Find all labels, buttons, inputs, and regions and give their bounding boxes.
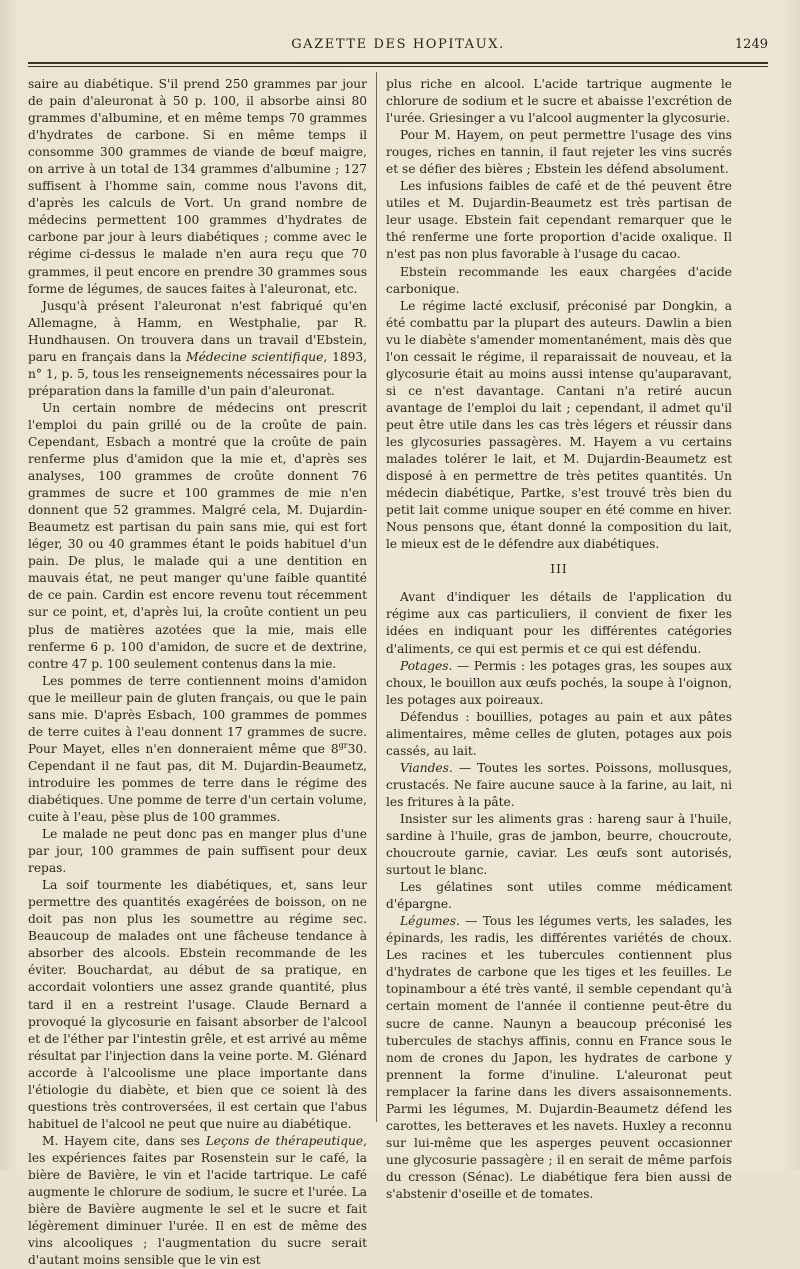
right-column — [386, 76, 732, 1203]
paragraph: Pour M. Hayem, on peut permettre l'usage des vins rouges, riches en tannin, il faut rejeter les vins sucrés et se défier des bières ; Ebstein les défend absolument. — [386, 128, 732, 177]
paragraph: Les infusions faibles de café et de thé peuvent être utiles et M. Dujardin-Beaumetz est très partisan de leur usage. Ebstein fait cependant remarquer que le thé renferme une forte proportion d'acide oxalique. Il n'est pas non plus favorable à l'usage du cacao. — [386, 179, 732, 262]
paragraph — [28, 1133, 367, 1269]
paragraph-text: , les expériences faites par Rosenstein sur le café, la bière de Bavière, le vin et l'acide tartrique. Le café augmente le chlorure de sodium, le sucre et l'urée. La bière de Bavière augmente le sel et le sucre et fait légèrement diminuer l'urée. Il en est de même des vins alcooliques ; l'augmentation du sucre serait d'autant moins sensible que le vin est — [28, 1133, 367, 1268]
paragraph: Un certain nombre de médecins ont prescrit l'emploi du pain grillé ou de la croûte de pain. Cependant, Esbach a montré que la croûte de pain renferme plus d'amidon que la mie et, d'après ses analyses, 100 grammes de croûte donnent 76 grammes de sucre et 100 grammes de mie n'en donnent que 52 grammes. Malgré cela, M. Dujardin-Beaumetz est partisan du pain sans mie, qui est fort léger, 30 ou 40 grammes étant le poids habituel d'un pain. De plus, le malade qui a une dentition en mauvais état, ne peut manger qu'une faible quantité de ce pain. Cardin est encore revenu tout récemment sur ce point, et, d'après lui, la croûte contient un peu plus de matières azotées que la mie, mais elle renferme 6 p. 100 d'amidon, de sucre et de dextrine, contre 47 p. 100 seulement contenus dans la mie. — [28, 400, 367, 671]
paragraph: Les gélatines sont utiles comme médicament d'épargne. — [386, 880, 732, 912]
paragraph — [386, 760, 732, 811]
paragraph-text: Jusqu'à présent l'aleuronat n'est fabriqué qu'en Allemagne, à Hamm, en Westphalie, par R. Hundhausen. On trouvera dans un travail d'Ebstein, paru en français dans la — [28, 298, 367, 364]
paragraph-text: — Toutes les sortes. Poissons, mollusques, crustacés. Ne faire aucune sauce à la farine, au lait, ni les fritures à la pâte. — [386, 760, 732, 809]
paragraph: Défendus : bouillies, potages au pain et aux pâtes alimentaires, même celles de gluten, potages aux pois cassés, au lait. — [386, 709, 732, 758]
page-header — [28, 36, 768, 56]
header-rule-thick — [28, 62, 768, 64]
paragraph-text: 30. Cependant il ne faut pas, dit M. Dujardin-Beaumetz, introduire les pommes de terre dans le régime des diabétiques. Une pomme de terre d'un certain volume, cuite à l'eau, pèse plus de 100 grammes. — [28, 741, 367, 825]
paragraph-text: — Tous les légumes verts, les salades, les épinards, les radis, les différentes variétés de choux. Les racines et les tubercules contiennent plus d'hydrates de carbone que les tiges et les feuilles. Le topinambour a été très vanté, il semble cependant qu'à certain moment de l'année il contienne peut-être du sucre de canne. Naunyn a beaucoup préconisé les tubercules de stachys affinis, connu en France sous le nom de crones du Japon, les hydrates de carbone y prennent la forme d'inuline. L'aleuronat peut remplacer la farine dans les divers assaisonnements. Parmi les légumes, M. Dujardin-Beaumetz défend les carottes, les betteraves et les navets. Huxley a reconnu sur lui-même que les asperges peuvent occasionner une glycosurie passagère ; il en serait de même parfois du cresson (Sénac). Le diabétique fera bien aussi de s'abstenir d'oseille et de tomates. — [386, 914, 732, 1201]
page-number: 1249 — [734, 37, 768, 52]
left-column — [28, 76, 367, 1269]
paragraph: Insister sur les aliments gras : hareng saur à l'huile, sardine à l'huile, gras de jambon, beurre, choucroute, choucroute garnie, caviar. Les œufs sont autorisés, surtout le blanc. — [386, 811, 732, 878]
book-title: Leçons de thérapeutique — [205, 1133, 364, 1148]
paragraph — [386, 913, 732, 1203]
column-divider — [376, 72, 377, 1122]
paragraph — [386, 658, 732, 709]
category-label: Légumes. — [400, 914, 460, 929]
journal-title: Médecine scientifique — [186, 349, 324, 364]
section-heading: III — [550, 562, 568, 577]
category-label: Viandes. — [400, 760, 453, 775]
running-title: GAZETTE DES HOPITAUX. — [291, 37, 505, 52]
unit-superscript: gr — [338, 740, 348, 750]
header-rule-thin — [28, 66, 768, 67]
paragraph: Le régime lacté exclusif, préconisé par Dongkin, a été combattu par la plupart des auteurs. Dawlin a bien vu le diabète s'amender momentanément, mais dès que l'on cessait le régime, il reparaissait de nouveau, et la glycosurie était au moins aussi intense qu'auparavant, si ce n'est davantage. Cantani n'a retiré aucun avantage de l'emploi du lait ; cependant, il admet qu'il peut être utile dans les cas très légers et réussir dans les glycosuries passagères. M. Hayem a vu certains malades tolérer le lait, et M. Dujardin-Beaumetz est disposé à en permettre de très petites quantités. Un médecin diabétique, Partke, s'est trouvé très bien du petit lait comme unique souper en été comme en hiver. Nous pensons que, étant donné la composition du lait, le mieux est de le défendre aux diabétiques. — [386, 298, 732, 552]
paragraph: saire au diabétique. S'il prend 250 grammes par jour de pain d'aleuronat à 50 p. 100, il absorbe ainsi 80 grammes d'albumine, et en même temps 70 grammes d'hydrates de carbone. Si en même temps il consomme 300 grammes de viande de bœuf maigre, on arrive à un total de 134 grammes d'albumine ; 127 suffisent à l'homme sain, comme nous l'avons dit, d'après les calculs de Vort. Un grand nombre de médecins permettent 100 grammes d'hydrates de carbone par jour à leurs diabétiques ; comme avec le régime ci-dessus le malade n'en aura reçu que 70 grammes, il peut encore en prendre 30 grammes sous forme de légumes, de sauces faites à l'aleuronat, etc. — [28, 77, 367, 296]
paragraph: plus riche en alcool. L'acide tartrique augmente le chlorure de sodium et le sucre et abaisse l'excrétion de l'urée. Griesinger a vu l'alcool augmenter la glycosurie. — [386, 77, 732, 126]
paragraph: Ebstein recommande les eaux chargées d'acide carbonique. — [386, 264, 732, 296]
paragraph: La soif tourmente les diabétiques, et, sans leur permettre des quantités exagérées de boisson, on ne doit pas non plus les soumettre au régime sec. Beaucoup de malades ont une fâcheuse tendance à absorber des alcools. Ebstein recommande de les éviter. Bouchardat, au début de sa pratique, en accordait volontiers une assez grande quantité, plus tard il en a restreint l'usage. Claude Bernard a provoqué la glycosurie en faisant absorber de l'alcool et de l'éther par l'intestin grêle, et est arrivé au même résultat par l'injection dans la veine porte. M. Glénard accorde à l'alcoolisme une place importante dans l'étiologie du diabète, et bien que ce soient là des questions très controversées, il est certain que l'abus habituel de l'alcool ne peut que nuire au diabétique. — [28, 878, 367, 1131]
paragraph-text: Les pommes de terre contiennent moins d'amidon que le meilleur pain de gluten français, ou que le pain sans mie. D'après Esbach, 100 grammes de pommes de terre cuites à l'eau donnent 17 grammes de sucre. Pour Mayet, elles n'en donneraient même que 8 — [28, 673, 367, 756]
paragraph: Le malade ne peut donc pas en manger plus d'une par jour, 100 grammes de pain suffisent pour deux repas. — [28, 827, 367, 876]
paragraph: Avant d'indiquer les détails de l'application du régime aux cas particuliers, il convient de fixer les idées en indiquant pour les différentes catégories d'aliments, ce qui est permis et ce qui est défendu. — [386, 590, 732, 656]
paragraph-text: — Permis : les potages gras, les soupes aux choux, le bouillon aux œufs pochés, la soupe à l'oignon, les potages aux poireaux. — [386, 658, 732, 707]
paragraph-text: M. Hayem cite, dans ses — [42, 1133, 206, 1148]
paragraph — [28, 673, 367, 826]
category-label: Potages. — [400, 658, 453, 673]
paragraph — [28, 298, 367, 400]
paragraph-text: , 1893, n° 1, p. 5, tous les renseignements nécessaires pour la préparation dans la famille d'un pain d'aleuronat. — [28, 349, 367, 398]
